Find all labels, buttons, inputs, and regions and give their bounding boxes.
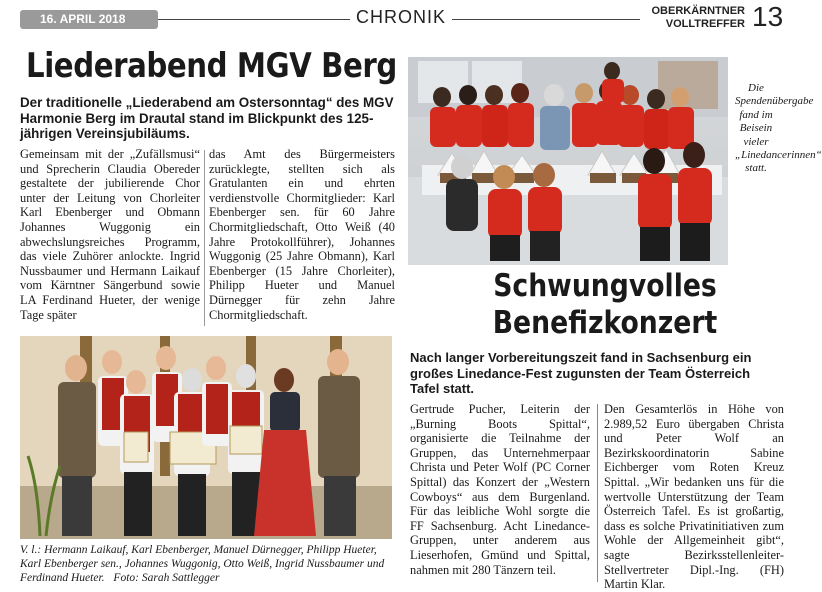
publication-name-line1: OBERKÄRNTNER [651,5,745,17]
column-divider [204,150,205,326]
section-title: CHRONIK [356,7,447,27]
article2-headline [420,268,790,342]
article2-headline-line1: Schwungvolles [493,268,717,304]
page-number: 13 [752,1,784,32]
publication-name [645,5,745,31]
article2-headline-line2: Benefizkonzert [492,305,718,341]
photo-credit: Foto: Sarah Sattlegger [113,572,220,585]
article1-column-2: das Amt des Bürgermeisters zurücklegte, stellten sich als Gratulanten ein und ehrten verdienstvolle Chormitglieder: Karl Ebenberger sen. für 60 Jahre Chormitgliedschaft, Otto Weiß (40 Jahre Protokollführer), Johannes Wuggonig (25 Jahre Obmann), Karl Ebenberger (15 Jahre Chorleiter), Philipp Hueter und Manuel Dürnegger für zehn Jahre Chormitgliedschaft. [209,147,395,322]
choir-photo-caption [20,543,392,586]
date-banner: 16. APRIL 2018 [20,10,158,29]
article2-lead: Nach langer Vorbereitungszeit fand in Sachsenburg ein großes Linedance-Fest zugunsten der Team Österreich Tafel statt. [410,350,752,396]
choir-honorees-photo [20,336,392,539]
article1-lead: Der traditionelle „Liederabend am Ostersonntag“ des MGV Harmonie Berg im Drautal stand im Blickpunkt des 125-jährigen Vereinsjubiläums. [20,95,394,141]
column-divider [597,404,598,582]
publication-name-line2: VOLLTREFFER [665,18,745,30]
linedance-photo-caption: Die Spendenübergabe fand im Beisein vieler „Linedancerinnen“ statt. [735,82,822,175]
article2-column-2: Den Gesamterlös in Höhe von 2.989,52 Euro übergaben Christa und Peter Wolf an Bezirkskoordinatorin Sabine Eichberger vom Roten Kreuz Spittal. „Wir bedanken uns für die wertvolle Unterstützung der Team Österreich Tafel. Es ist großartig, dass es solche Privatinitiativen zum Wohle der Allgemeinheit gibt“, sagte Bezirksstellenleiter-Stellvertreter Dipl.-Ing. (FH) Martin Klar. [604,402,784,592]
header-rule-left [158,19,350,20]
article2-column-1: Gertrude Pucher, Leiterin der „Burning Boots Spittal“, organisierte die Teilnahme der Gruppen, das Unternehmerpaar Christa und Peter Wolf (PC Corner Spittal) das Konzert der „Western Cowboys“ aus dem Burgenland. Für das leibliche Wohl sorgte die FF Sachsenburg. Acht Linedance-Gruppen, unter anderem aus Lieserhofen, Gmünd und Spittal, nahmen mit 280 Tänzern teil. [410,402,590,577]
article1-headline: Liederabend MGV Berg [26,46,397,86]
article1-column-1: Gemeinsam mit der „Zufällsmusi“ und Sprecherin Claudia Obereder gestaltete der jubilierende Chor unter der Leitung von Chorleiter Karl Ebenberger und Obmann Johannes Wuggonig ein abwechslungsreiches Programm, das viele Zuhörer anlockte. Ingrid Nussbaumer und Hermann Laikauf vom Kärntner Sängerbund sowie LA Ferdinand Hueter, der wenige Tage später [20,147,200,322]
header-rule-right [452,19,640,20]
linedance-group-photo [408,57,728,265]
choir-caption-text: V. l.: Hermann Laikauf, Karl Ebenberger, Manuel Dürnegger, Philipp Hueter, Karl Ebenberger sen., Johannes Wuggonig, Otto Weiß, Ingrid Nussbaumer und Ferdinand Hueter. [20,544,385,585]
